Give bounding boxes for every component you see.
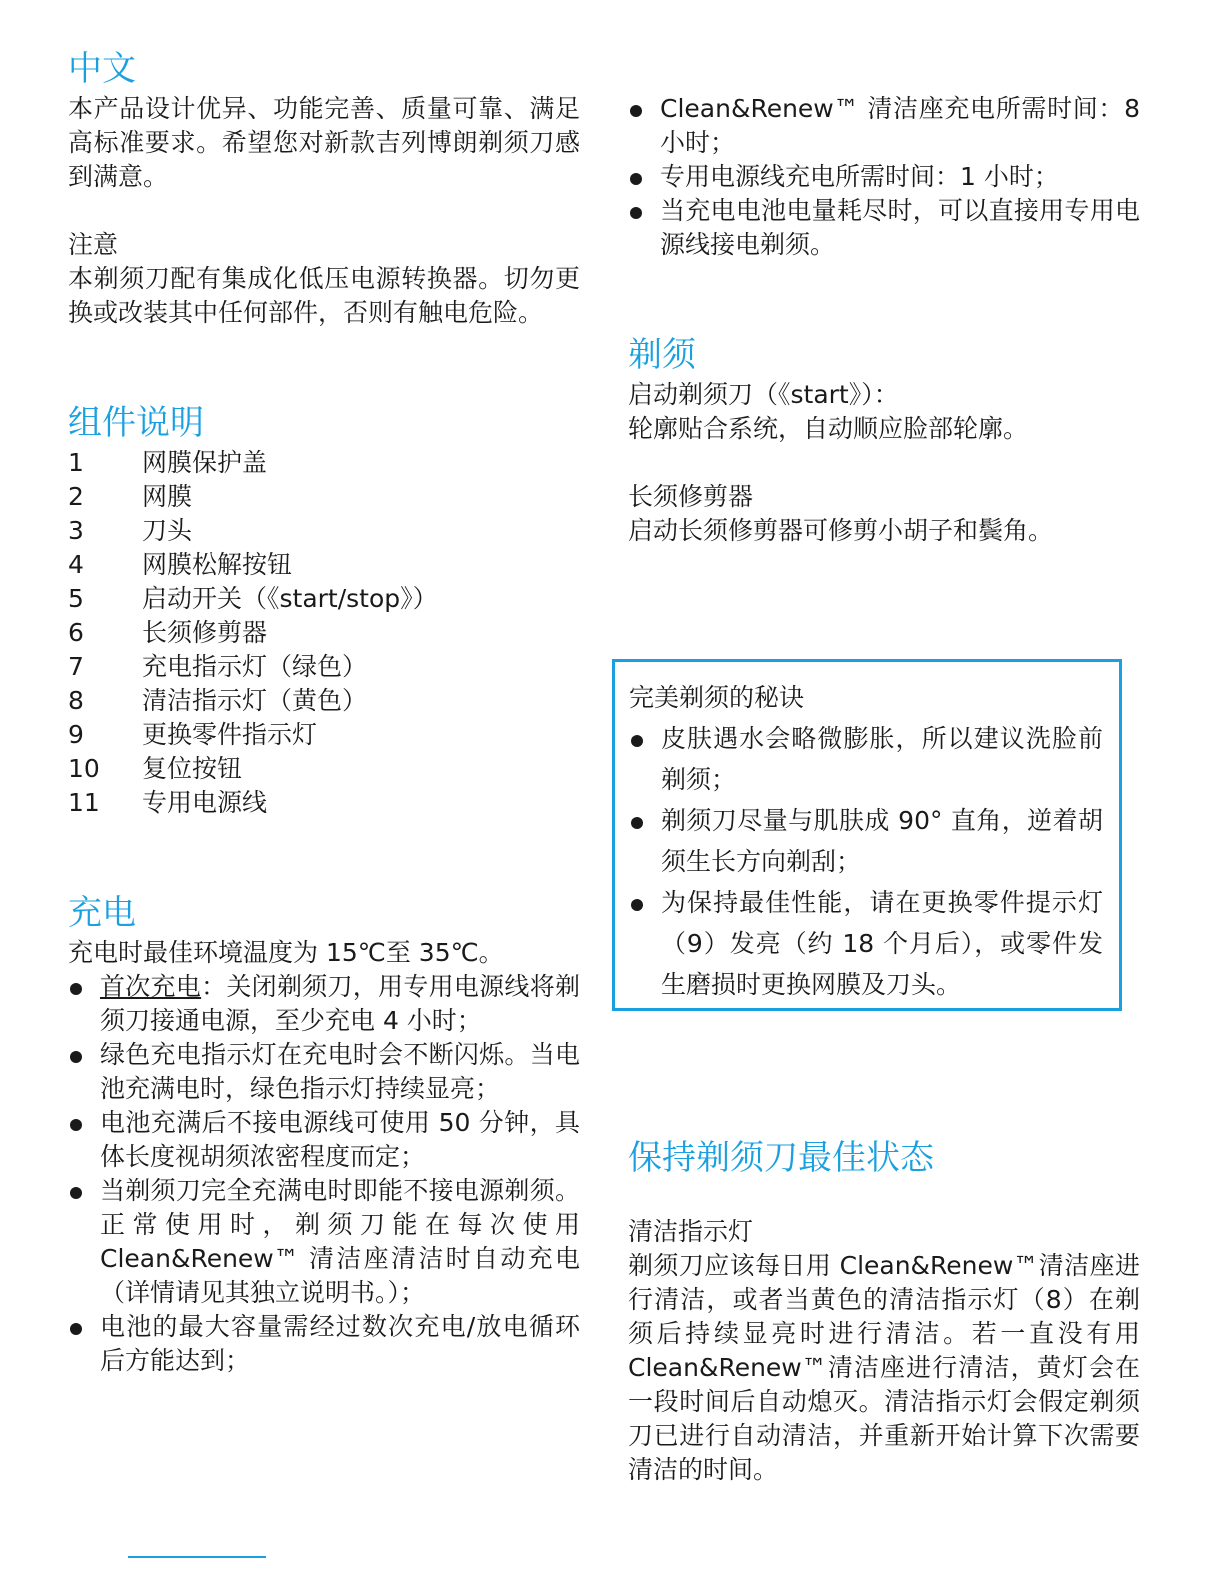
notice-heading: 注意 <box>68 230 119 259</box>
parts-item: 2 网膜 <box>68 482 193 511</box>
first-charge-label: 首次充电 <box>100 972 202 1001</box>
trimmer-text: 启动长须修剪器可修剪小胡子和鬓角。 <box>628 516 1054 545</box>
section-heading-care: 保持剃须刀最佳状态 <box>628 1138 934 1178</box>
list-item: 为保持最佳性能，请在更换零件提示灯（9）发亮（约 18 个月后），或零件发生磨损时更换网膜及刀头。 <box>629 882 1103 1005</box>
parts-item: 4 网膜松解按钮 <box>68 550 293 579</box>
section-heading-chinese: 中文 <box>68 49 136 89</box>
section-heading-shaving: 剃须 <box>628 335 696 375</box>
charging-list-continued <box>628 92 1140 262</box>
right-column <box>628 92 1140 548</box>
parts-item: 5 启动开关（《start/stop》） <box>68 584 438 613</box>
list-item: 当充电电池电量耗尽时，可以直接用专用电源线接电剃须。 <box>628 194 1140 262</box>
parts-item: 7 充电指示灯（绿色） <box>68 652 368 681</box>
charging-intro: 充电时最佳环境温度为 15℃至 35℃。 <box>68 938 504 967</box>
care-section <box>628 1135 1140 1487</box>
list-item: 电池的最大容量需经过数次充电/放电循环后方能达到； <box>68 1310 580 1378</box>
list-item: 电池充满后不接电源线可使用 50 分钟，具体长度视胡须浓密程度而定； <box>68 1106 580 1174</box>
parts-item: 1 网膜保护盖 <box>68 448 268 477</box>
list-item: 首次充电：关闭剃须刀，用专用电源线将剃须刀接通电源，至少充电 4 小时； <box>68 970 580 1038</box>
care-paragraph: 剃须刀应该每日用 Clean&Renew™清洁座进行清洁，或者当黄色的清洁指示灯（8）在剃须后持续显亮时进行清洁。若一直没有用 Clean&Renew™清洁座进行清洁，黄灯会在一段时间后自动熄灭。清洁指示灯会假定剃须刀已进行自动清洁，并重新开始计算下次需要清洁的时间。 <box>628 1251 1140 1484</box>
footer-rule <box>128 1556 266 1558</box>
list-item: 当剃须刀完全充满电时即能不接电源剃须。正常使用时，剃须刀能在每次使用 Clean&Renew™ 清洁座清洁时自动充电（详情请见其独立说明书。）； <box>68 1174 580 1310</box>
shaving-start-text: 启动剃须刀（《start》）： <box>628 380 899 409</box>
parts-item: 9 更换零件指示灯 <box>68 720 318 749</box>
charging-list <box>68 970 580 1378</box>
left-column <box>68 46 580 1378</box>
list-item: 专用电源线充电所需时间：1 小时； <box>628 160 1140 194</box>
parts-list <box>68 446 580 820</box>
list-item: 皮肤遇水会略微膨胀，所以建议洗脸前剃须； <box>629 718 1103 800</box>
parts-item: 3 刀头 <box>68 516 193 545</box>
tips-heading: 完美剃须的秘诀 <box>629 683 805 712</box>
trimmer-heading: 长须修剪器 <box>628 482 754 511</box>
tips-list <box>629 718 1103 1005</box>
list-item: 剃须刀尽量与肌肤成 90° 直角，逆着胡须生长方向剃刮； <box>629 800 1103 882</box>
parts-item: 6 长须修剪器 <box>68 618 268 647</box>
list-item: Clean&Renew™ 清洁座充电所需时间：8 小时； <box>628 92 1140 160</box>
notice-paragraph: 本剃须刀配有集成化低压电源转换器。切勿更换或改装其中任何部件，否则有触电危险。 <box>68 264 580 327</box>
tips-box <box>612 659 1122 1011</box>
parts-item: 10 复位按钮 <box>68 754 243 783</box>
parts-item: 11 专用电源线 <box>68 788 268 817</box>
parts-item: 8 清洁指示灯（黄色） <box>68 686 368 715</box>
shaving-contour-text: 轮廓贴合系统，自动顺应脸部轮廓。 <box>628 414 1029 443</box>
cleaning-indicator-heading: 清洁指示灯 <box>628 1217 754 1246</box>
section-heading-charging: 充电 <box>68 893 136 933</box>
section-heading-parts: 组件说明 <box>68 403 204 443</box>
intro-paragraph: 本产品设计优异、功能完善、质量可靠、满足高标准要求。希望您对新款吉列博朗剃须刀感到满意。 <box>68 94 580 191</box>
list-item: 绿色充电指示灯在充电时会不断闪烁。当电池充满电时，绿色指示灯持续显亮； <box>68 1038 580 1106</box>
